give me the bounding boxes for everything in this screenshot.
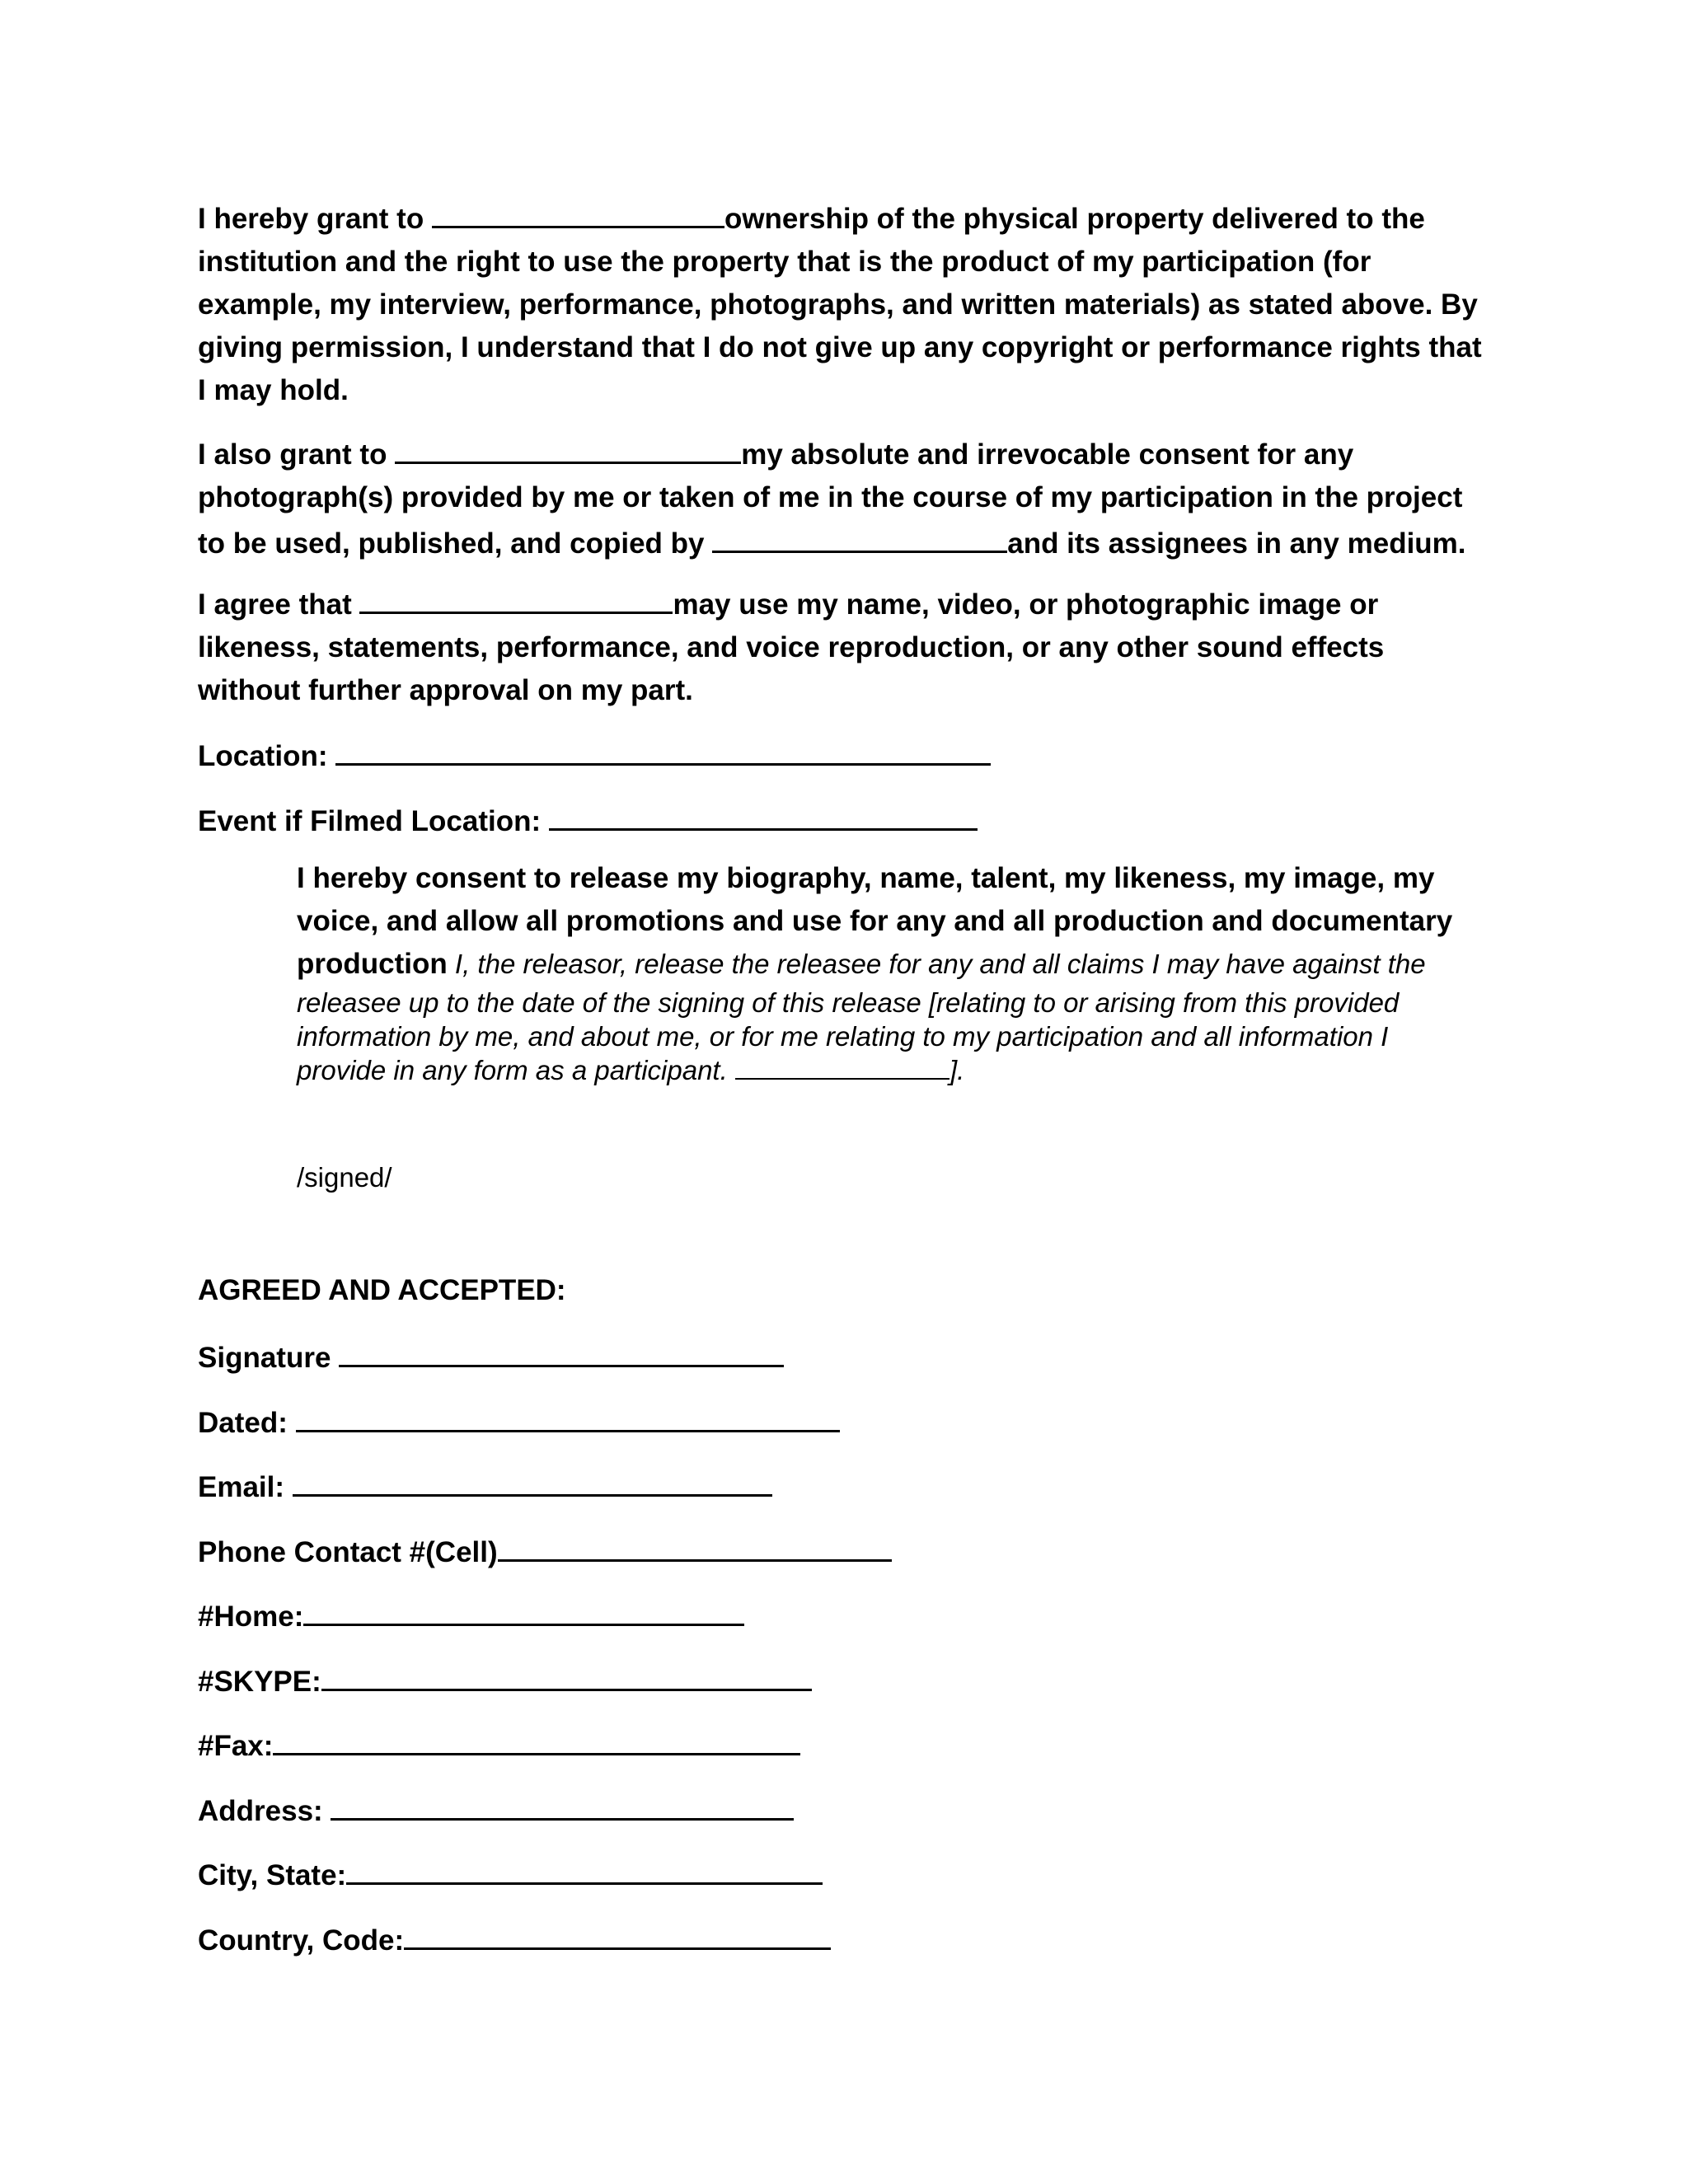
city-state-blank[interactable] <box>346 1851 823 1885</box>
dated-blank[interactable] <box>296 1399 840 1432</box>
signature-field <box>198 1333 784 1380</box>
fax-field <box>198 1722 800 1768</box>
publisher-blank[interactable] <box>712 519 1007 553</box>
likeness-agreement-text: may use my name, video, or photographic image or likeness, statements, performance, and voice reproduction, or any other sound effects without further approval on my part. <box>198 588 1385 706</box>
consent-italic-text: I, the releasor, release the releasee for any and all claims I may have against the releasee up to the date of the signing of this release [relating to or arising from this provided information by me, and about me, or for me relating to my participation and all information I provide in any form as a participant. <box>297 949 1426 1085</box>
home-phone-label: #Home: <box>198 1601 304 1633</box>
location-label: Location: <box>198 740 336 772</box>
photo-consent-end: and its assignees in any medium. <box>1007 527 1466 560</box>
home-phone-blank[interactable] <box>303 1592 744 1626</box>
phone-cell-blank[interactable] <box>498 1528 892 1562</box>
grantee-blank-2[interactable] <box>395 430 741 464</box>
signature-blank[interactable] <box>339 1333 784 1367</box>
country-code-field <box>198 1916 831 1962</box>
signed-mark: /signed/ <box>297 1162 392 1193</box>
likeness-agreement-paragraph <box>198 580 1492 712</box>
email-field <box>198 1463 772 1509</box>
photo-consent-text: my absolute and irrevocable consent for any photograph(s) provided by me or taken of me in the course of my participation in the project to be used, published, and copied by <box>198 438 1463 560</box>
event-location-label: Event if Filmed Location: <box>198 805 549 837</box>
consent-italic-end: ]. <box>949 1055 965 1085</box>
grantee-blank-3[interactable] <box>359 580 673 614</box>
phone-cell-field <box>198 1528 892 1574</box>
signature-label: Signature <box>198 1342 340 1374</box>
agreed-accepted-heading: AGREED AND ACCEPTED: <box>198 1274 566 1306</box>
email-blank[interactable] <box>293 1463 772 1497</box>
address-blank[interactable] <box>331 1787 794 1821</box>
grantee-blank-1[interactable] <box>432 194 724 228</box>
location-field <box>198 732 991 778</box>
phone-cell-label: Phone Contact #(Cell) <box>198 1536 498 1568</box>
ownership-grant-text: ownership of the physical property delivered to the institution and the right to use the property that is the product of my participation (for example, my interview, performance, photographs, and written materials) as stated above. By giving permission, I understand that I do not give up any copyright or performance rights that I may hold. <box>198 203 1482 406</box>
skype-label: #SKYPE: <box>198 1666 321 1698</box>
location-blank[interactable] <box>335 732 991 766</box>
photo-consent-paragraph <box>198 430 1492 565</box>
city-state-field <box>198 1851 823 1897</box>
country-code-blank[interactable] <box>404 1916 831 1950</box>
ownership-grant-intro: I hereby grant to <box>198 203 432 235</box>
dated-field <box>198 1399 840 1445</box>
fax-blank[interactable] <box>273 1722 800 1755</box>
release-consent-block <box>297 857 1467 1087</box>
country-code-label: Country, Code: <box>198 1924 405 1957</box>
city-state-label: City, State: <box>198 1859 347 1891</box>
consent-blank[interactable] <box>735 1053 950 1080</box>
dated-label: Dated: <box>198 1407 296 1439</box>
skype-blank[interactable] <box>321 1657 812 1691</box>
event-location-blank[interactable] <box>549 797 978 831</box>
address-label: Address: <box>198 1795 331 1827</box>
address-field <box>198 1787 794 1833</box>
fax-label: #Fax: <box>198 1730 274 1762</box>
likeness-agreement-intro: I agree that <box>198 588 360 621</box>
ownership-grant-paragraph <box>198 194 1492 412</box>
consent-bold-text: I hereby consent to release my biography, name, talent, my likeness, my image, my voice, and allow all promotions and use for any and all production and documentary production <box>297 862 1453 980</box>
photo-consent-intro: I also grant to <box>198 438 396 471</box>
skype-field <box>198 1657 812 1704</box>
event-location-field <box>198 797 978 843</box>
home-phone-field <box>198 1592 744 1638</box>
email-label: Email: <box>198 1471 293 1503</box>
